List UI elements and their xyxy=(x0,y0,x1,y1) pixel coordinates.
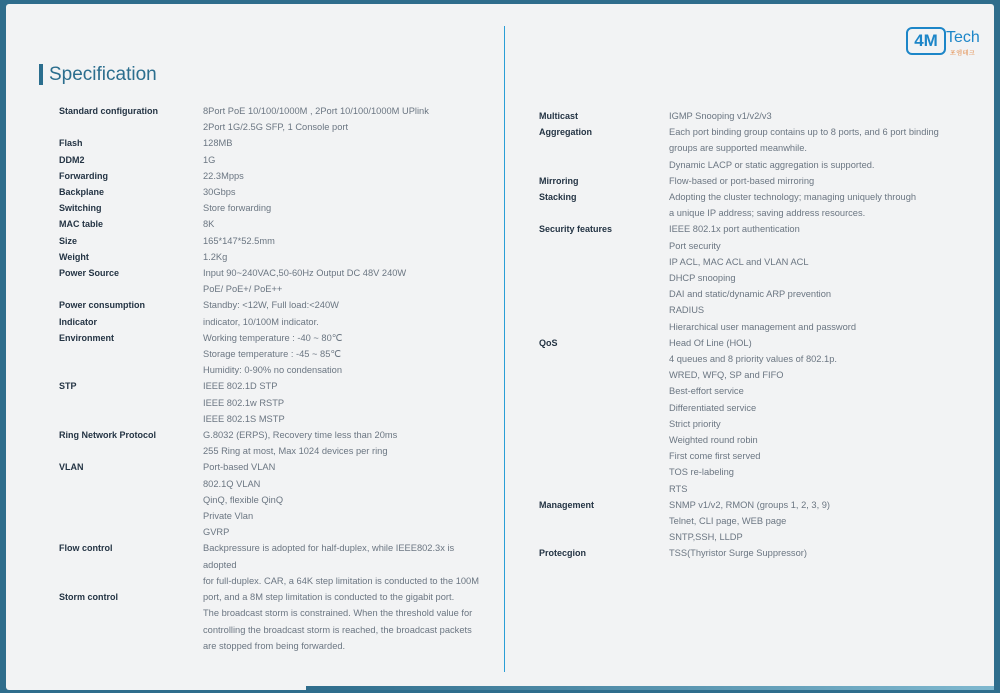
spec-value: SNMP v1/v2, RMON (groups 1, 2, 3, 9) xyxy=(669,499,831,510)
logo-brand: Tech xyxy=(946,29,980,46)
spec-value: RADIUS xyxy=(669,305,705,316)
spec-values xyxy=(669,189,979,221)
spec-value: TSS(Thyristor Surge Suppressor) xyxy=(669,548,807,559)
spec-value: Each port binding group contains up to 8 ports, and 6 port binding xyxy=(669,127,939,138)
spec-value: 1.2Kg xyxy=(203,251,228,262)
spec-label: VLAN xyxy=(59,462,84,473)
spec-values xyxy=(203,314,504,330)
spec-value: 165*147*52.5mm xyxy=(203,235,275,246)
spec-row xyxy=(59,216,504,232)
spec-value: IGMP Snooping v1/v2/v3 xyxy=(669,111,772,121)
spec-value: RTS xyxy=(669,483,688,494)
spec-label: Flow control xyxy=(59,543,113,554)
spec-value: Input 90~240VAC,50-60Hz Output DC 48V 240W xyxy=(203,268,407,279)
spec-row xyxy=(59,135,504,151)
spec-row xyxy=(59,249,504,265)
spec-values xyxy=(203,540,504,589)
spec-label: Power Source xyxy=(59,268,120,279)
spec-row xyxy=(59,103,504,135)
spec-values xyxy=(669,108,979,124)
spec-values xyxy=(669,221,979,334)
page-title: Specification xyxy=(49,64,157,85)
spec-row xyxy=(539,545,979,561)
spec-value: GVRP xyxy=(203,527,230,538)
spec-row xyxy=(59,459,504,540)
spec-value: controlling the broadcast storm is reached, the broadcast packets xyxy=(203,624,472,635)
logo-mark: 4M xyxy=(906,27,946,55)
spec-value: Weighted round robin xyxy=(669,435,758,446)
spec-value: Dynamic LACP or static aggregation is supported. xyxy=(669,159,875,170)
spec-value: Flow-based or port-based mirroring xyxy=(669,175,815,186)
right-spec-column xyxy=(539,108,979,562)
spec-value: IEEE 802.1S MSTP xyxy=(203,413,285,424)
spec-value: 802.1Q VLAN xyxy=(203,478,261,489)
spec-row xyxy=(59,314,504,330)
spec-row xyxy=(59,378,504,427)
spec-value: DHCP snooping xyxy=(669,273,736,284)
spec-values xyxy=(203,216,504,232)
spec-values xyxy=(203,200,504,216)
spec-row xyxy=(539,221,979,334)
title-accent-bar xyxy=(39,64,43,85)
spec-value: Adopting the cluster technology; managing uniquely through xyxy=(669,192,917,203)
spec-values xyxy=(203,265,504,297)
spec-row xyxy=(59,589,504,654)
spec-label: Security features xyxy=(539,224,613,235)
spec-value: TOS re-labeling xyxy=(669,467,734,478)
spec-label: Flash xyxy=(59,138,83,149)
spec-row xyxy=(59,184,504,200)
spec-value: Port-based VLAN xyxy=(203,462,276,473)
left-spec-column xyxy=(59,103,504,654)
spec-row xyxy=(59,427,504,459)
spec-value: 255 Ring at most, Max 1024 devices per ring xyxy=(203,446,388,457)
spec-row xyxy=(539,173,979,189)
spec-values xyxy=(203,330,504,379)
spec-row xyxy=(59,233,504,249)
spec-row xyxy=(59,540,504,589)
spec-values xyxy=(669,124,979,173)
spec-label: Stacking xyxy=(539,192,577,203)
spec-label: Indicator xyxy=(59,316,98,327)
spec-value: WRED, WFQ, SP and FIFO xyxy=(669,370,784,381)
spec-row xyxy=(59,152,504,168)
spec-values xyxy=(669,335,979,497)
spec-row xyxy=(59,330,504,379)
spec-value: Telnet, CLI page, WEB page xyxy=(669,516,787,527)
spec-label: Mirroring xyxy=(539,175,579,186)
spec-value: IP ACL, MAC ACL and VLAN ACL xyxy=(669,256,809,267)
spec-label: Protecgion xyxy=(539,548,587,559)
spec-value: Backpressure is adopted for half-duplex, while IEEE802.3x is xyxy=(203,543,455,554)
spec-value: Strict priority xyxy=(669,418,721,429)
spec-value: 8Port PoE 10/100/1000M , 2Port 10/100/1000M UPlink xyxy=(203,106,429,116)
spec-value: are stopped from being forwarded. xyxy=(203,640,346,651)
spec-value: 128MB xyxy=(203,138,233,149)
spec-values xyxy=(203,459,504,540)
spec-row xyxy=(539,189,979,221)
spec-value: a unique IP address; saving address resources. xyxy=(669,208,866,219)
spec-value: IEEE 802.1w RSTP xyxy=(203,397,285,408)
spec-value: Storage temperature : -45 ~ 85℃ xyxy=(203,349,341,360)
spec-values xyxy=(203,184,504,200)
spec-row xyxy=(59,297,504,313)
spec-values xyxy=(203,152,504,168)
spec-row xyxy=(59,168,504,184)
spec-value: DAI and static/dynamic ARP prevention xyxy=(669,289,832,300)
spec-label: Multicast xyxy=(539,111,579,121)
spec-values xyxy=(203,378,504,427)
spec-values xyxy=(203,297,504,313)
spec-values xyxy=(669,545,979,561)
spec-value: groups are supported meanwhile. xyxy=(669,143,807,154)
spec-label: DDM2 xyxy=(59,154,85,165)
spec-label: Power consumption xyxy=(59,300,146,311)
spec-label: MAC table xyxy=(59,219,104,230)
spec-value: Differentiated service xyxy=(669,402,757,413)
bottom-accent xyxy=(306,686,994,690)
spec-values xyxy=(669,173,979,189)
spec-values xyxy=(203,135,504,151)
company-logo xyxy=(906,24,986,58)
spec-value: QinQ, flexible QinQ xyxy=(203,494,284,505)
spec-value: The broadcast storm is constrained. When the threshold value for xyxy=(203,608,473,619)
spec-label: Switching xyxy=(59,203,102,214)
spec-value: Humidity: 0-90% no condensation xyxy=(203,365,343,376)
spec-value: Port security xyxy=(669,240,721,251)
spec-value: Head Of Line (HOL) xyxy=(669,337,752,348)
spec-value: Store forwarding xyxy=(203,203,272,214)
logo-sub: 포엠테크 xyxy=(950,51,976,57)
spec-value: IEEE 802.1D STP xyxy=(203,381,278,392)
spec-label: Forwarding xyxy=(59,170,108,181)
spec-value: 1G xyxy=(203,154,216,165)
spec-row xyxy=(59,265,504,297)
spec-label: Weight xyxy=(59,251,89,262)
spec-values xyxy=(203,427,504,459)
spec-label: Aggregation xyxy=(539,127,592,138)
spec-value: Best-effort service xyxy=(669,386,744,397)
spec-label: Storm control xyxy=(59,592,119,603)
spec-values xyxy=(203,249,504,265)
spec-value: 8K xyxy=(203,219,215,230)
spec-values xyxy=(203,103,504,135)
spec-label: Size xyxy=(59,235,78,246)
spec-row xyxy=(539,497,979,546)
spec-value: First come first served xyxy=(669,451,761,462)
spec-label: Environment xyxy=(59,332,115,343)
spec-values xyxy=(203,589,504,654)
spec-value: Hierarchical user management and password xyxy=(669,321,857,332)
spec-label: Ring Network Protocol xyxy=(59,430,157,441)
spec-values xyxy=(669,497,979,546)
spec-label: Backplane xyxy=(59,187,105,198)
spec-value: port, and a 8M step limitation is conducted to the gigabit port. xyxy=(203,592,455,603)
spec-row xyxy=(539,124,979,173)
spec-values xyxy=(203,168,504,184)
spec-row xyxy=(59,200,504,216)
spec-label: Standard configuration xyxy=(59,106,158,116)
spec-sheet-page xyxy=(6,4,994,690)
spec-values xyxy=(203,233,504,249)
spec-value: 4 queues and 8 priority values of 802.1p. xyxy=(669,354,837,365)
spec-label: STP xyxy=(59,381,77,392)
spec-value: SNTP,SSH, LLDP xyxy=(669,532,743,543)
spec-label: Management xyxy=(539,499,595,510)
spec-value: 22.3Mpps xyxy=(203,170,244,181)
spec-value: indicator, 10/100M indicator. xyxy=(203,316,319,327)
spec-value: 30Gbps xyxy=(203,187,236,198)
spec-value: Working temperature : -40 ~ 80℃ xyxy=(203,332,343,343)
column-divider xyxy=(504,26,505,672)
spec-row xyxy=(539,335,979,497)
spec-value: 2Port 1G/2.5G SFP, 1 Console port xyxy=(203,122,349,133)
spec-row xyxy=(539,108,979,124)
spec-value: adopted xyxy=(203,559,237,570)
spec-value: PoE/ PoE+/ PoE++ xyxy=(203,284,283,295)
spec-value: for full-duplex. CAR, a 64K step limitation is conducted to the 100M xyxy=(203,575,479,586)
spec-value: G.8032 (ERPS), Recovery time less than 20ms xyxy=(203,430,398,441)
spec-value: Standby: <12W, Full load:<240W xyxy=(203,300,339,311)
spec-value: Private Vlan xyxy=(203,511,254,522)
spec-label: QoS xyxy=(539,337,558,348)
spec-value: IEEE 802.1x port authentication xyxy=(669,224,800,235)
